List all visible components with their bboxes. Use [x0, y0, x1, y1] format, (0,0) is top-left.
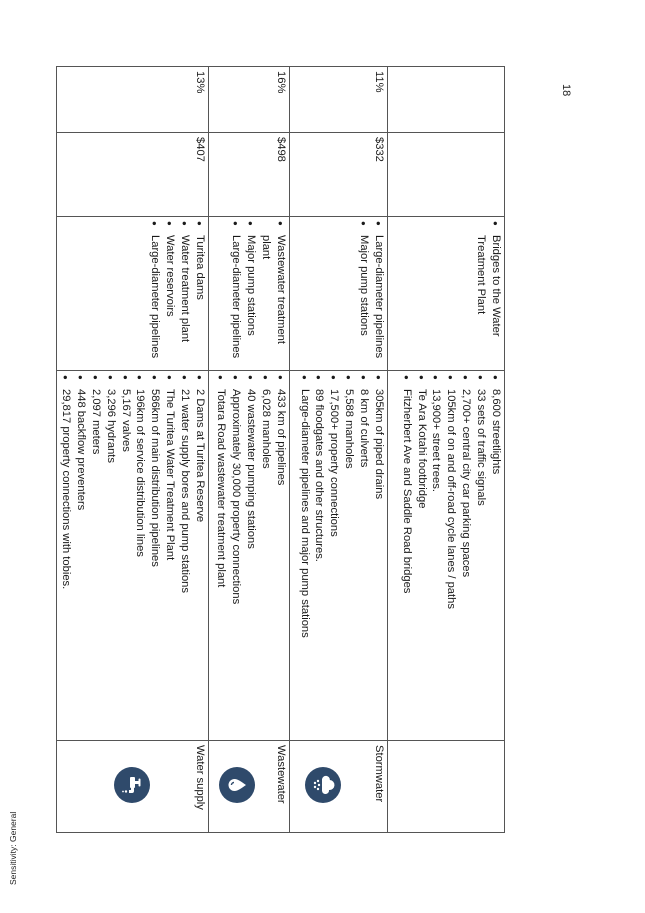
list-item: ● 2,097 meters	[88, 375, 103, 736]
wastewater-drop-icon	[219, 767, 255, 803]
critical-assets-list	[147, 221, 207, 366]
asset-items-cell	[209, 371, 290, 741]
dollar-value: $407	[194, 137, 206, 162]
asset-items-list	[58, 375, 207, 736]
value-cell	[57, 133, 209, 217]
list-item: ● Major pump stations	[356, 221, 371, 366]
list-item: ● Turitea dams	[192, 221, 207, 366]
list-item: ● 21 water supply bores and pump stations	[177, 375, 192, 736]
asset-items-list	[297, 375, 386, 736]
list-item: ● 5,588 manholes	[341, 375, 356, 736]
activity-name-cell	[209, 741, 290, 833]
list-item: ● Large-diameter pipelines	[228, 221, 243, 366]
list-item: ● Te Ara Kotahi footbridge	[414, 375, 429, 736]
list-item: ● Major pump stations	[243, 221, 258, 366]
activity-name: Stormwater	[373, 745, 385, 803]
list-item: ● 6,028 manholes	[258, 375, 273, 736]
activity-name: Wastewater	[275, 745, 287, 804]
percent-cell	[388, 67, 505, 133]
water-tap-icon	[114, 767, 150, 803]
table-row	[290, 67, 388, 833]
critical-assets-cell	[209, 217, 290, 371]
list-item: ● 5,167 valves	[118, 375, 133, 736]
dollar-value: $498	[275, 137, 287, 162]
percent-value: 11%	[373, 71, 385, 93]
list-item: ● 586km of main distribution pipelines	[147, 375, 162, 736]
value-cell	[290, 133, 388, 217]
asset-items-list	[399, 375, 503, 736]
list-item: ● 2 Dams at Turitea Reserve	[192, 375, 207, 736]
asset-items-list	[214, 375, 288, 736]
list-item: ● Approximately 30,000 property connections	[228, 375, 243, 736]
list-item: ● 8 km of culverts	[356, 375, 371, 736]
asset-items-cell	[57, 371, 209, 741]
critical-assets-list	[473, 221, 503, 366]
activity-name-cell	[290, 741, 388, 833]
asset-items-cell	[388, 371, 505, 741]
list-item: ● 196km of service distribution lines	[133, 375, 148, 736]
list-item: ● Large-diameter pipelines	[147, 221, 162, 366]
list-item: ● Large-diameter pipelines	[371, 221, 386, 366]
critical-assets-list	[228, 221, 288, 366]
list-item: ● Water treatment plant	[177, 221, 192, 366]
list-item: ● Bridges to the Water Treatment Plant	[473, 221, 503, 366]
list-item: ● Large-diameter pipelines and major pump stations	[297, 375, 312, 736]
critical-assets-cell	[290, 217, 388, 371]
activity-name-cell	[57, 741, 209, 833]
percent-cell	[57, 67, 209, 133]
table-row	[57, 67, 209, 833]
list-item: ● The Turitea Water Treatment Plant	[162, 375, 177, 736]
critical-assets-cell	[388, 217, 505, 371]
stormwater-cloud-icon	[305, 767, 341, 803]
asset-items-cell	[290, 371, 388, 741]
percent-value: 13%	[194, 71, 206, 94]
table-row	[388, 67, 505, 833]
list-item: ● 13,900+ street trees.	[429, 375, 444, 736]
list-item: ● 40 wastewater pumping stations	[243, 375, 258, 736]
percent-cell	[290, 67, 388, 133]
infrastructure-assets-table	[56, 66, 505, 833]
list-item: ● 8,600 streetlights	[488, 375, 503, 736]
list-item: ● Wastewater treatment plant	[258, 221, 288, 366]
list-item: ● Fitzherbert Ave and Saddle Road bridges	[399, 375, 414, 736]
critical-assets-list	[356, 221, 386, 366]
list-item: ● 433 km of pipelines	[273, 375, 288, 736]
activity-name-cell	[388, 741, 505, 833]
list-item: ● 448 backflow preventers	[73, 375, 88, 736]
list-item: ● Totara Road wastewater treatment plant	[214, 375, 229, 736]
value-cell	[388, 133, 505, 217]
percent-value: 16%	[275, 71, 287, 94]
table-row	[209, 67, 290, 833]
page-number: 18	[560, 84, 572, 97]
percent-cell	[209, 67, 290, 133]
sensitivity-label: Sensitivity: General	[8, 811, 18, 885]
critical-assets-cell	[57, 217, 209, 371]
list-item: ● 29,817 property connections with tobies.	[58, 375, 73, 736]
list-item: ● 305km of piped drains	[371, 375, 386, 736]
list-item: ● 89 floodgates and other structures.	[312, 375, 327, 736]
list-item: ● 33 sets of traffic signals	[473, 375, 488, 736]
rotated-landscape-page	[59, 66, 505, 832]
list-item: ● 2,700+ central city car parking spaces	[458, 375, 473, 736]
list-item: ● Water reservoirs	[162, 221, 177, 366]
activity-name: Water supply	[194, 745, 206, 810]
value-cell	[209, 133, 290, 217]
list-item: ● 17,500+ property connections	[326, 375, 341, 736]
list-item: ● 105km of on and off-road cycle lanes / paths	[443, 375, 458, 736]
list-item: ● 3,296 hydrants	[103, 375, 118, 736]
dollar-value: $332	[373, 137, 385, 162]
